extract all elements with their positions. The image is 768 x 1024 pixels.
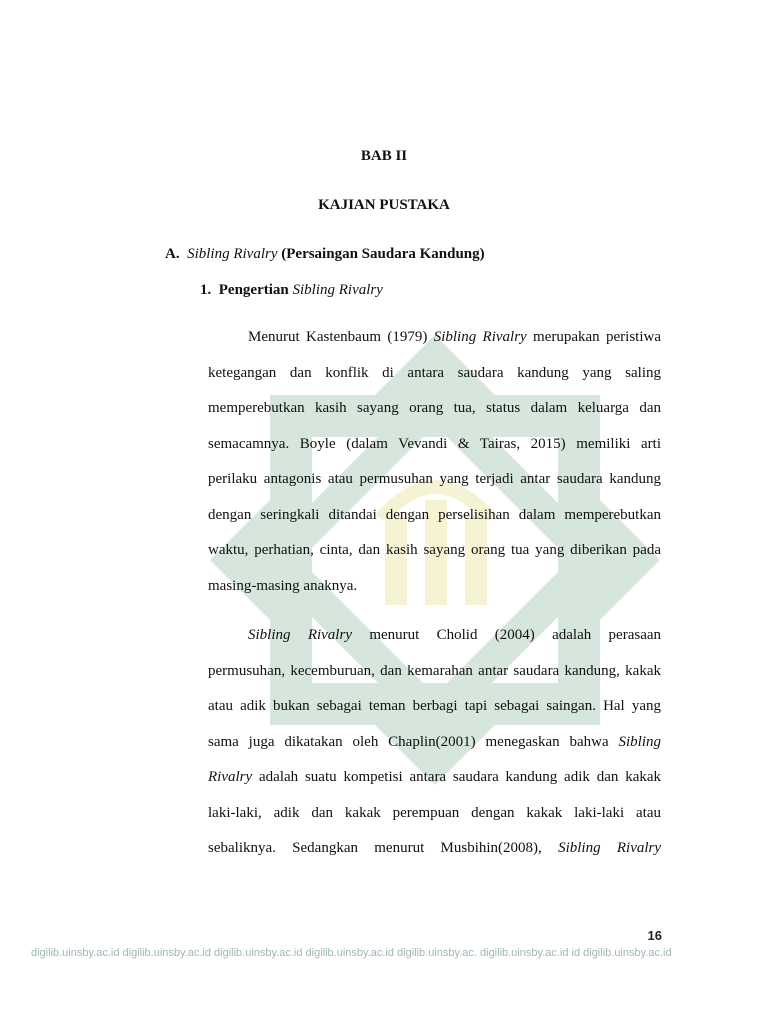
- paragraph-line: laki-laki, adik dan kakak perempuan dengan kakak laki-laki atau: [208, 804, 661, 821]
- paragraph-line: semacamnya. Boyle (dalam Vevandi & Tairas, 2015) memiliki arti: [208, 435, 661, 452]
- paragraph-line: Sibling Rivalry menurut Cholid (2004) adalah perasaan: [248, 627, 661, 643]
- paragraph-line: ketegangan dan konflik di antara saudara kandung yang saling: [208, 364, 661, 381]
- chapter-heading: BAB II: [360, 148, 408, 164]
- paragraph-line: memperebutkan kasih sayang orang tua, status dalam keluarga dan: [208, 400, 661, 416]
- paragraph-1: [208, 320, 661, 604]
- paragraph-line: perilaku antagonis atau permusuhan yang terjadi antar saudara kandung: [208, 471, 661, 487]
- subsection-heading: [200, 282, 383, 299]
- section-rest: (Persaingan Saudara Kandung): [281, 246, 485, 262]
- paragraph-line: Menurut Kastenbaum (1979) Sibling Rivalry merupakan peristiwa: [248, 329, 661, 345]
- paragraph-line: sama juga dikatakan oleh Chaplin(2001) menegaskan bahwa Sibling: [208, 733, 661, 750]
- subsection-normal: Pengertian: [218, 282, 289, 298]
- paragraph-line: masing-masing anaknya.: [208, 577, 358, 594]
- paragraph-line: Rivalry adalah suatu kompetisi antara saudara kandung adik dan kakak: [208, 769, 661, 785]
- paragraph-line: atau adik bukan sebagai teman berbagi tapi sebagai saingan. Hal yang: [208, 698, 661, 714]
- section-heading: [165, 246, 485, 263]
- subsection-italic: Sibling Rivalry: [292, 282, 383, 298]
- footer-watermark-text: digilib.uinsby.ac.id digilib.uinsby.ac.id digilib.uinsby.ac.id digilib.uinsby.ac.id digilib.uinsby.ac. digilib.uinsby.ac.id id digilib.uinsby.ac.id: [31, 947, 672, 959]
- paragraph-line: waktu, perhatian, cinta, dan kasih sayang orang tua yang diberikan pada: [208, 542, 661, 558]
- section-italic: Sibling Rivalry: [187, 246, 278, 262]
- paragraph-line: dengan seringkali ditandai dengan perselisihan dalam memperebutkan: [208, 506, 661, 523]
- page-title: KAJIAN PUSTAKA: [318, 197, 450, 213]
- paragraph-2: [208, 618, 661, 867]
- section-marker: A.: [165, 246, 180, 262]
- subsection-marker: 1.: [200, 282, 212, 298]
- page-number: 16: [647, 928, 662, 943]
- paragraph-line: sebaliknya. Sedangkan menurut Musbihin(2008), Sibling Rivalry: [208, 840, 661, 856]
- paragraph-line: permusuhan, kecemburuan, dan kemarahan antar saudara kandung, kakak: [208, 662, 661, 679]
